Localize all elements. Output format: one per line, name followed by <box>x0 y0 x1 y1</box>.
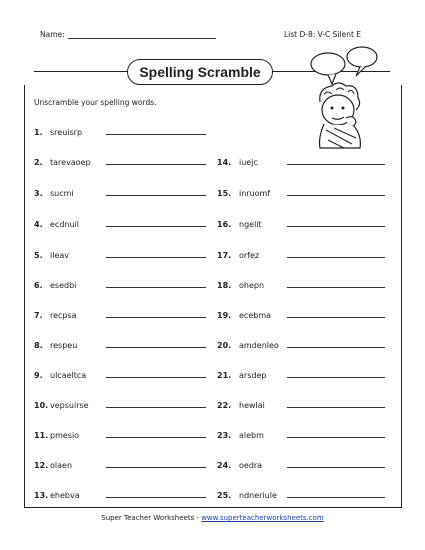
list-item: 8. respeu <box>34 336 214 350</box>
list-item: 12. olaen <box>34 456 214 470</box>
name-line[interactable] <box>68 38 216 39</box>
answer-line[interactable] <box>287 377 385 378</box>
answer-line[interactable] <box>106 407 206 408</box>
list-item: 21. arsdep <box>217 366 387 380</box>
list-item: 24. oedra <box>217 456 387 470</box>
answer-line[interactable] <box>106 287 206 288</box>
list-item: 22. hewlai <box>217 396 387 410</box>
page-title: Spelling Scramble <box>127 59 273 85</box>
list-item: 16. ngelit <box>217 215 387 229</box>
list-item: 2. tarevaoep <box>34 153 214 167</box>
answer-line[interactable] <box>106 164 206 165</box>
list-item: 1. sreuisrp <box>34 123 214 137</box>
answer-line[interactable] <box>287 437 385 438</box>
list-item: 3. sucmi <box>34 184 214 198</box>
answer-line[interactable] <box>287 195 385 196</box>
answer-line[interactable] <box>287 317 385 318</box>
answer-line[interactable] <box>287 287 385 288</box>
footer-link[interactable]: www.superteacherworksheets.com <box>201 514 324 522</box>
list-label: List D-8: V-C Silent E <box>284 30 362 39</box>
list-item: 6. esedbi <box>34 276 214 290</box>
list-item: 17. orfez <box>217 246 387 260</box>
list-item: 14. iuejc <box>217 153 387 167</box>
answer-line[interactable] <box>106 467 206 468</box>
name-label: Name: <box>40 30 65 39</box>
answer-line[interactable] <box>287 164 385 165</box>
list-item: 25. ndneriule <box>217 486 387 500</box>
list-item: 23. alebm <box>217 426 387 440</box>
list-item: 5. ileav <box>34 246 214 260</box>
answer-line[interactable] <box>287 497 385 498</box>
answer-line[interactable] <box>106 497 206 498</box>
answer-line[interactable] <box>106 226 206 227</box>
list-item: 18. ohepn <box>217 276 387 290</box>
answer-line[interactable] <box>106 377 206 378</box>
answer-line[interactable] <box>106 134 206 135</box>
list-item: 15. inruomf <box>217 184 387 198</box>
list-item: 20. amdenleo <box>217 336 387 350</box>
answer-line[interactable] <box>106 347 206 348</box>
list-item: 4. ecdnuil <box>34 215 214 229</box>
list-item: 13. ehebva <box>34 486 214 500</box>
answer-line[interactable] <box>287 347 385 348</box>
answer-line[interactable] <box>287 407 385 408</box>
answer-line[interactable] <box>287 226 385 227</box>
list-item: 9. ulcaeltca <box>34 366 214 380</box>
footer <box>0 514 425 522</box>
answer-line[interactable] <box>287 257 385 258</box>
answer-line[interactable] <box>287 467 385 468</box>
list-item: 7. recpsa <box>34 306 214 320</box>
answer-line[interactable] <box>106 195 206 196</box>
instructions: Unscramble your spelling words. <box>34 98 157 107</box>
footer-prefix: Super Teacher Worksheets - <box>101 514 202 522</box>
list-item: 10. vepsuirse <box>34 396 214 410</box>
answer-line[interactable] <box>106 317 206 318</box>
thinking-kid-icon <box>298 40 396 150</box>
list-item: 11. pmesio <box>34 426 214 440</box>
answer-line[interactable] <box>106 257 206 258</box>
list-item: 19. ecebma <box>217 306 387 320</box>
answer-line[interactable] <box>106 437 206 438</box>
